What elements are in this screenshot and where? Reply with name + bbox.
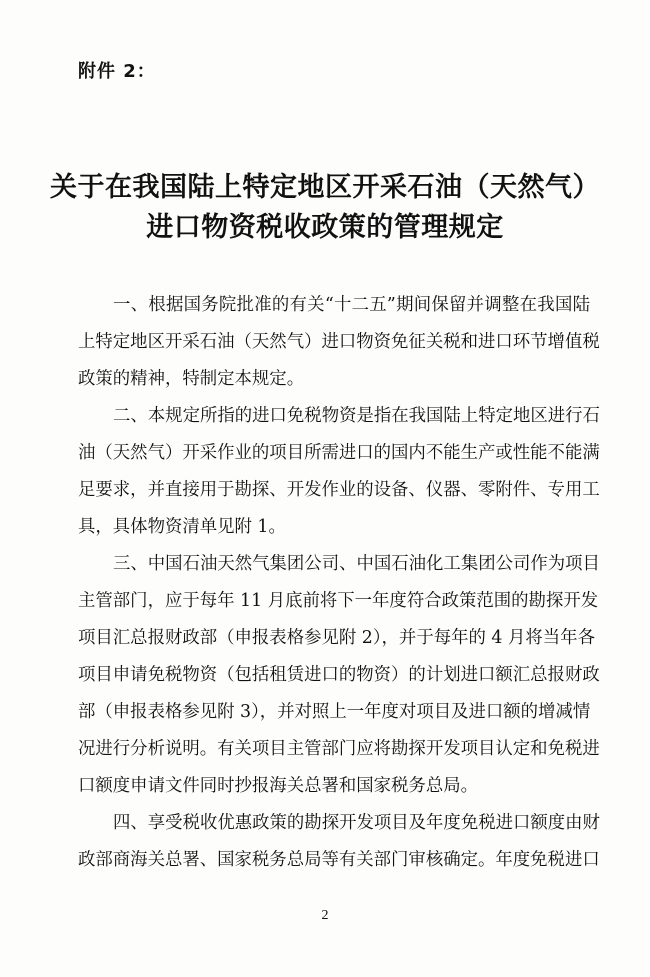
paragraph-3-line-2: 主管部门，应于每年 11 月底前将下一年度符合政策范围的勘探开发 — [78, 591, 599, 611]
paragraph-4-line-1: 四、享受税收优惠政策的勘探开发项目及年度免税进口额度由财 — [113, 813, 600, 833]
paragraph-2-line-3: 足要求，并直接用于勘探、开发作业的设备、仪器、零附件、专用工 — [78, 480, 600, 500]
paragraph-3-line-1: 三、中国石油天然气集团公司、中国石油化工集团公司作为项目 — [113, 554, 600, 574]
paragraph-3-line-6: 况进行分析说明。有关项目主管部门应将勘探开发项目认定和免税进 — [78, 739, 600, 759]
paragraph-4-line-2: 政部商海关总署、国家税务总局等有关部门审核确定。年度免税进口 — [78, 850, 600, 870]
paragraph-2-line-1: 二、本规定所指的进口免税物资是指在我国陆上特定地区进行石 — [113, 406, 600, 426]
paragraph-2-line-2: 油（天然气）开采作业的项目所需进口的国内不能生产或性能不能满 — [78, 443, 600, 463]
paragraph-3-line-4: 项目申请免税物资（包括租赁进口的物资）的计划进口额汇总报财政 — [78, 665, 600, 685]
page-number: 2 — [321, 908, 329, 923]
paragraph-1-line-1: 一、根据国务院批准的有关“十二五”期间保留并调整在我国陆 — [113, 295, 590, 315]
paragraph-2-line-4: 具，具体物资清单见附 1。 — [78, 517, 286, 537]
document-title-line-1: 关于在我国陆上特定地区开采石油（天然气） — [50, 172, 600, 203]
paragraph-1-line-2: 上特定地区开采石油（天然气）进口物资免征关税和进口环节增值税 — [78, 332, 600, 352]
document-title-line-2: 进口物资税收政策的管理规定 — [146, 212, 504, 243]
paragraph-3-line-5: 部（申报表格参见附 3），并对照上一年度对项目及进口额的增减情 — [78, 702, 591, 722]
paragraph-3-line-7: 口额度申请文件同时抄报海关总署和国家税务总局。 — [78, 776, 478, 796]
attachment-label: 附件 2： — [78, 61, 156, 82]
paragraph-1-line-3: 政策的精神，特制定本规定。 — [78, 369, 305, 389]
paragraph-3-line-3: 项目汇总报财政部（申报表格参见附 2），并于每年的 4 月将当年各 — [78, 628, 595, 648]
